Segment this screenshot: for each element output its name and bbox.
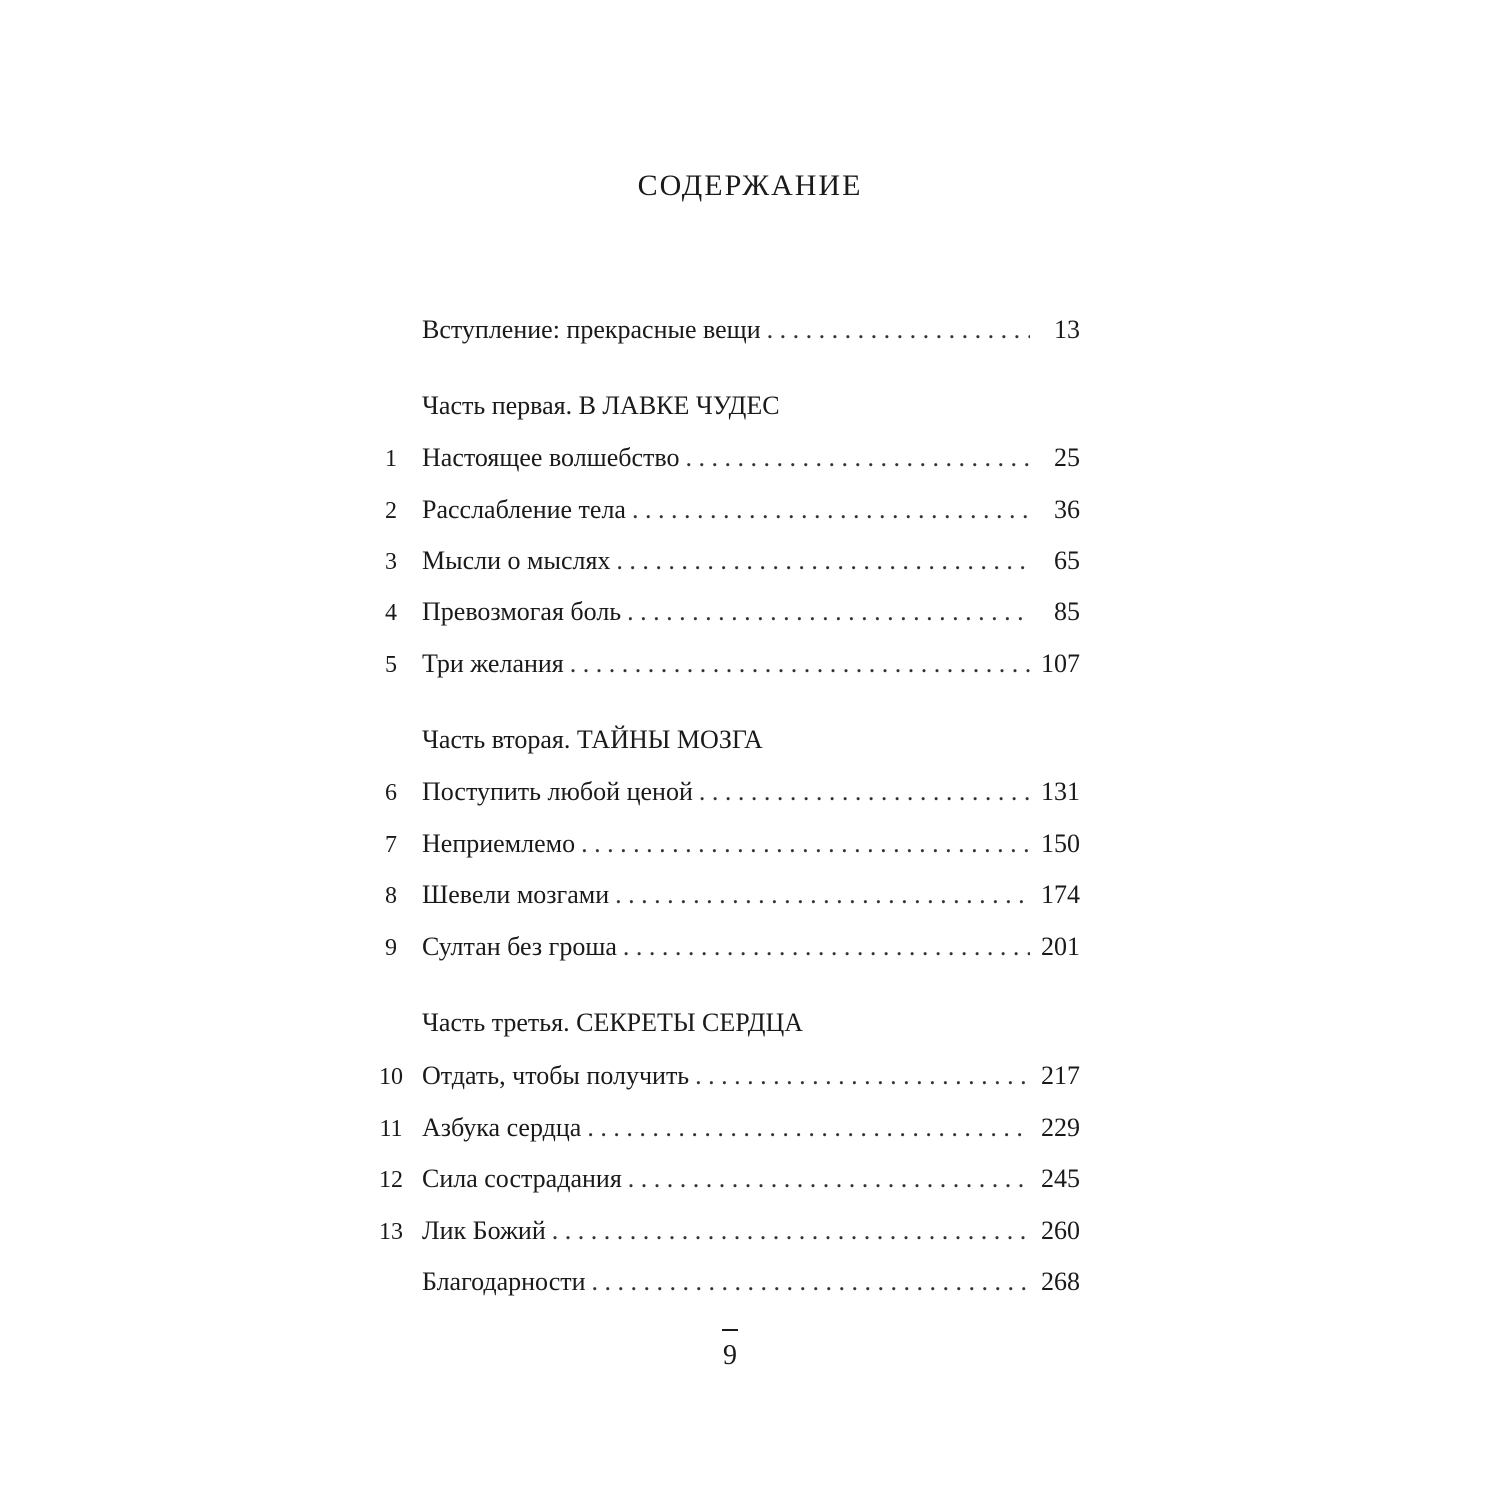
page-number: 85 [1054,597,1080,626]
page-number: 245 [1041,1164,1080,1193]
dot-leader [587,1108,1030,1148]
page-number: 107 [1041,649,1080,678]
toc-entry-acknowledgements[interactable] [360,1262,1080,1302]
entry-title: Сила сострадания [422,1164,622,1193]
toc-entry-chapter-12[interactable] [360,1159,1080,1199]
chapter-number: 8 [385,883,397,909]
dot-leader [685,438,1030,478]
page-number: 150 [1041,829,1080,858]
toc-entry-chapter-9[interactable] [360,927,1080,967]
toc-entry-chapter-4[interactable] [360,592,1080,632]
page-number: 36 [1054,495,1080,524]
toc-entry-chapter-6[interactable] [360,772,1080,812]
entry-title: Мысли о мыслях [422,546,611,575]
dot-leader [628,1159,1030,1199]
chapter-number: 10 [379,1064,403,1090]
page-number: 229 [1041,1113,1080,1142]
dot-leader [570,644,1030,684]
entry-title: Султан без гроша [422,932,617,961]
chapter-number: 9 [385,935,397,961]
toc-entry-chapter-8[interactable] [360,875,1080,915]
dot-leader [699,772,1030,812]
chapter-number: 1 [385,446,397,472]
page-number: 174 [1041,880,1080,909]
toc-entry-chapter-5[interactable] [360,644,1080,684]
part-heading-1[interactable]: Часть первая. В ЛАВКЕ ЧУДЕС [422,391,780,420]
chapter-number: 6 [385,780,397,806]
entry-title: Три желания [422,649,564,678]
page-number: 131 [1041,777,1080,806]
entry-title: Благодарности [422,1267,586,1296]
toc-entry-chapter-3[interactable] [360,541,1080,581]
entry-title: Расслабление тела [422,495,626,524]
chapter-number: 4 [385,600,397,626]
entry-title: Азбука сердца [422,1113,582,1142]
chapter-number: 11 [379,1116,403,1142]
page-number: 65 [1054,546,1080,575]
page-number: 217 [1041,1061,1080,1090]
entry-title: Лик Божий [422,1216,546,1245]
page-number: 25 [1054,443,1080,472]
dot-leader [581,824,1030,864]
toc-entry-chapter-10[interactable] [360,1056,1080,1096]
toc-entry-chapter-13[interactable] [360,1211,1080,1251]
chapter-number: 12 [379,1167,403,1193]
folio-page-number: 9 [723,1340,737,1371]
page-number: 260 [1041,1216,1080,1245]
toc-entry-chapter-11[interactable] [360,1108,1080,1148]
entry-title: Отдать, чтобы получить [422,1061,690,1090]
entry-title: Неприемлемо [422,829,576,858]
dot-leader [695,1056,1030,1096]
dot-leader [552,1211,1030,1251]
dot-leader [592,1262,1030,1302]
part-heading-3[interactable]: Часть третья. СЕКРЕТЫ СЕРДЦА [422,1008,804,1037]
dot-leader [616,541,1030,581]
chapter-number: 7 [385,832,397,858]
entry-title: Превозмогая боль [422,597,622,626]
dot-leader [767,310,1030,350]
entry-title: Настоящее волшебство [422,443,680,472]
folio-rule [722,1329,738,1331]
dot-leader [627,592,1030,632]
page-number: 13 [1054,315,1080,344]
dot-leader [632,490,1030,530]
table-of-contents [360,0,1080,1500]
toc-entry-chapter-7[interactable] [360,824,1080,864]
toc-entry-introduction[interactable] [360,310,1080,350]
dot-leader [623,927,1030,967]
chapter-number: 2 [385,498,397,524]
chapter-number: 5 [385,652,397,678]
page-number: 268 [1041,1267,1080,1296]
entry-title: Шевели мозгами [422,880,610,909]
page-number: 201 [1041,932,1080,961]
entry-title: Вступление: прекрасные вещи [422,315,761,344]
chapter-number: 3 [385,549,397,575]
toc-entry-chapter-2[interactable] [360,490,1080,530]
dot-leader [615,875,1030,915]
toc-entry-chapter-1[interactable] [360,438,1080,478]
chapter-number: 13 [379,1219,403,1245]
entry-title: Поступить любой ценой [422,777,693,806]
part-heading-2[interactable]: Часть вторая. ТАЙНЫ МОЗГА [422,725,763,754]
page-title: СОДЕРЖАНИЕ [637,169,863,202]
